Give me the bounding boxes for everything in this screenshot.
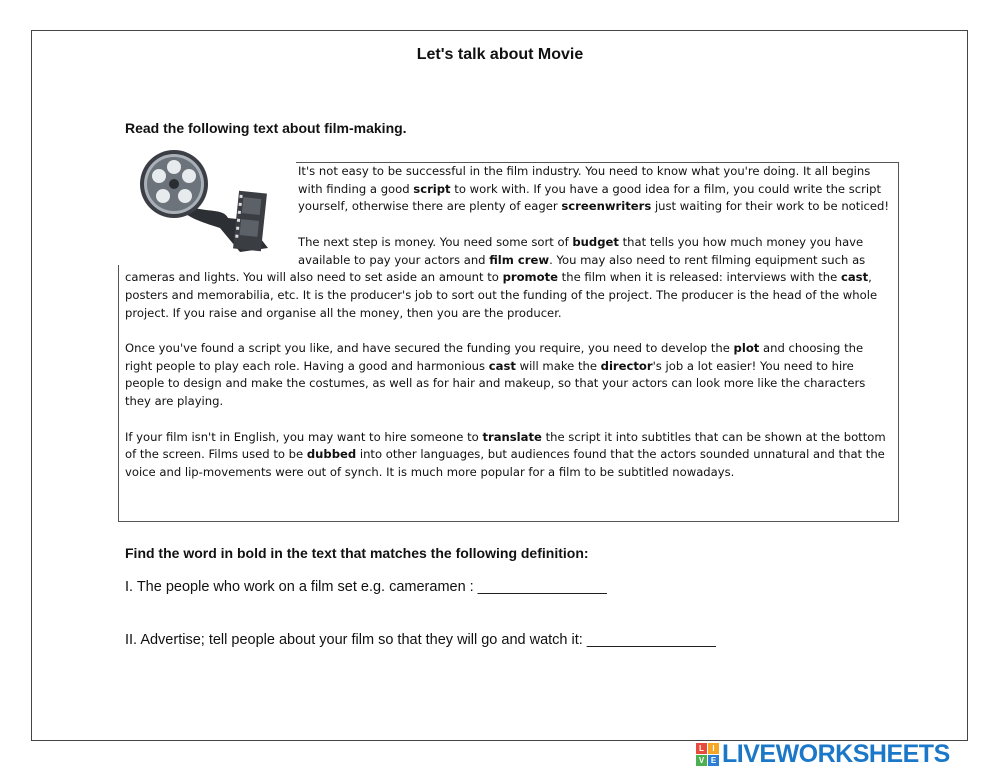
question-2-text: II. Advertise; tell people about your film so that they will go and watch it: (125, 632, 587, 648)
reading-instruction: Read the following text about film-making. (125, 120, 407, 136)
task-heading: Find the word in bold in the text that matches the following definition: (125, 545, 589, 561)
brand-logo (696, 737, 950, 771)
bold-keyword: cast (488, 358, 516, 373)
bold-keyword: translate (482, 429, 542, 444)
image-float-spacer (125, 163, 298, 269)
passage-text-run: , posters and memorabilia, etc. It is the producer's job to sort out the funding of the project. The producer is the head of the whole project. If you raise and organise all the money, then you are the producer. (125, 270, 878, 320)
passage-text-run: 's job a lot easier! You need to hire people to design and make the costumes, as well as for hair and makeup, so that your actors can look more like the characters they are playing. (125, 358, 866, 409)
worksheet-title: Let's talk about Movie (416, 46, 584, 63)
passage-text-run: to work with. If you have a good idea for a film, you could write the script yourself, otherwise there are plenty of eager (298, 181, 882, 214)
passage-text-run: the film when it is released: interviews with the (558, 270, 841, 285)
passage-text-run: . You may also need to rent filming equipment such as cameras and lights. You will also need to set aside an amount to (125, 252, 866, 285)
passage-text-run: the script it into subtitles that can be shown at the bottom of the screen. Films used to be (125, 429, 886, 462)
passage-text-run: The next step is money. You need some sort of (298, 234, 573, 249)
passage-paragraph-4 (125, 429, 893, 482)
question-1 (125, 579, 607, 595)
brand-name: LIVEWORKSHEETS (722, 739, 950, 768)
passage-text-run: that tells you how much money you have available to pay your actors and (298, 234, 864, 267)
brand-icon (696, 743, 719, 766)
bold-keyword: script (413, 181, 451, 196)
question-1-text: I. The people who work on a film set e.g. cameramen : (125, 579, 478, 595)
bold-keyword: cast (840, 270, 869, 285)
bold-keyword: plot (733, 341, 760, 355)
passage-text (125, 163, 893, 499)
brand-icon-letter: L (696, 743, 707, 754)
passage-text-run: just waiting for their work to be noticed! (651, 199, 890, 214)
brand-icon-letter: I (708, 743, 719, 754)
bold-keyword: dubbed (306, 447, 357, 462)
bold-keyword: director (600, 358, 653, 373)
passage-paragraph-3 (125, 340, 893, 411)
passage-text-run: into other languages, but audiences found that the actors sounded unnatural and that the voice and lip-movements were out of synch. It is much more popular for a film to be subtitled nowadays. (125, 447, 885, 479)
brand-icon-letter: E (708, 755, 719, 766)
brand-icon-letter: V (696, 755, 707, 766)
bold-keyword: budget (572, 234, 619, 249)
answer-blank-2[interactable]: ________________ (586, 632, 716, 648)
passage-text-run: will make the (515, 358, 601, 373)
bold-keyword: film crew (489, 252, 550, 267)
question-2 (125, 632, 716, 648)
passage-text-run: Once you've found a script you like, and have secured the funding you require, you need to develop the (125, 341, 734, 355)
answer-blank-1[interactable]: ________________ (477, 579, 607, 595)
passage-text-run: If your film isn't in English, you may want to hire someone to (125, 429, 483, 444)
passage-text-run: and choosing the right people to play each role. Having a good and harmonious (125, 341, 864, 373)
bold-keyword: screenwriters (561, 199, 652, 214)
bold-keyword: promote (502, 270, 558, 285)
passage-text-run: It's not easy to be successful in the film industry. You need to know what you're doing. It all begins with finding a good (298, 164, 871, 196)
